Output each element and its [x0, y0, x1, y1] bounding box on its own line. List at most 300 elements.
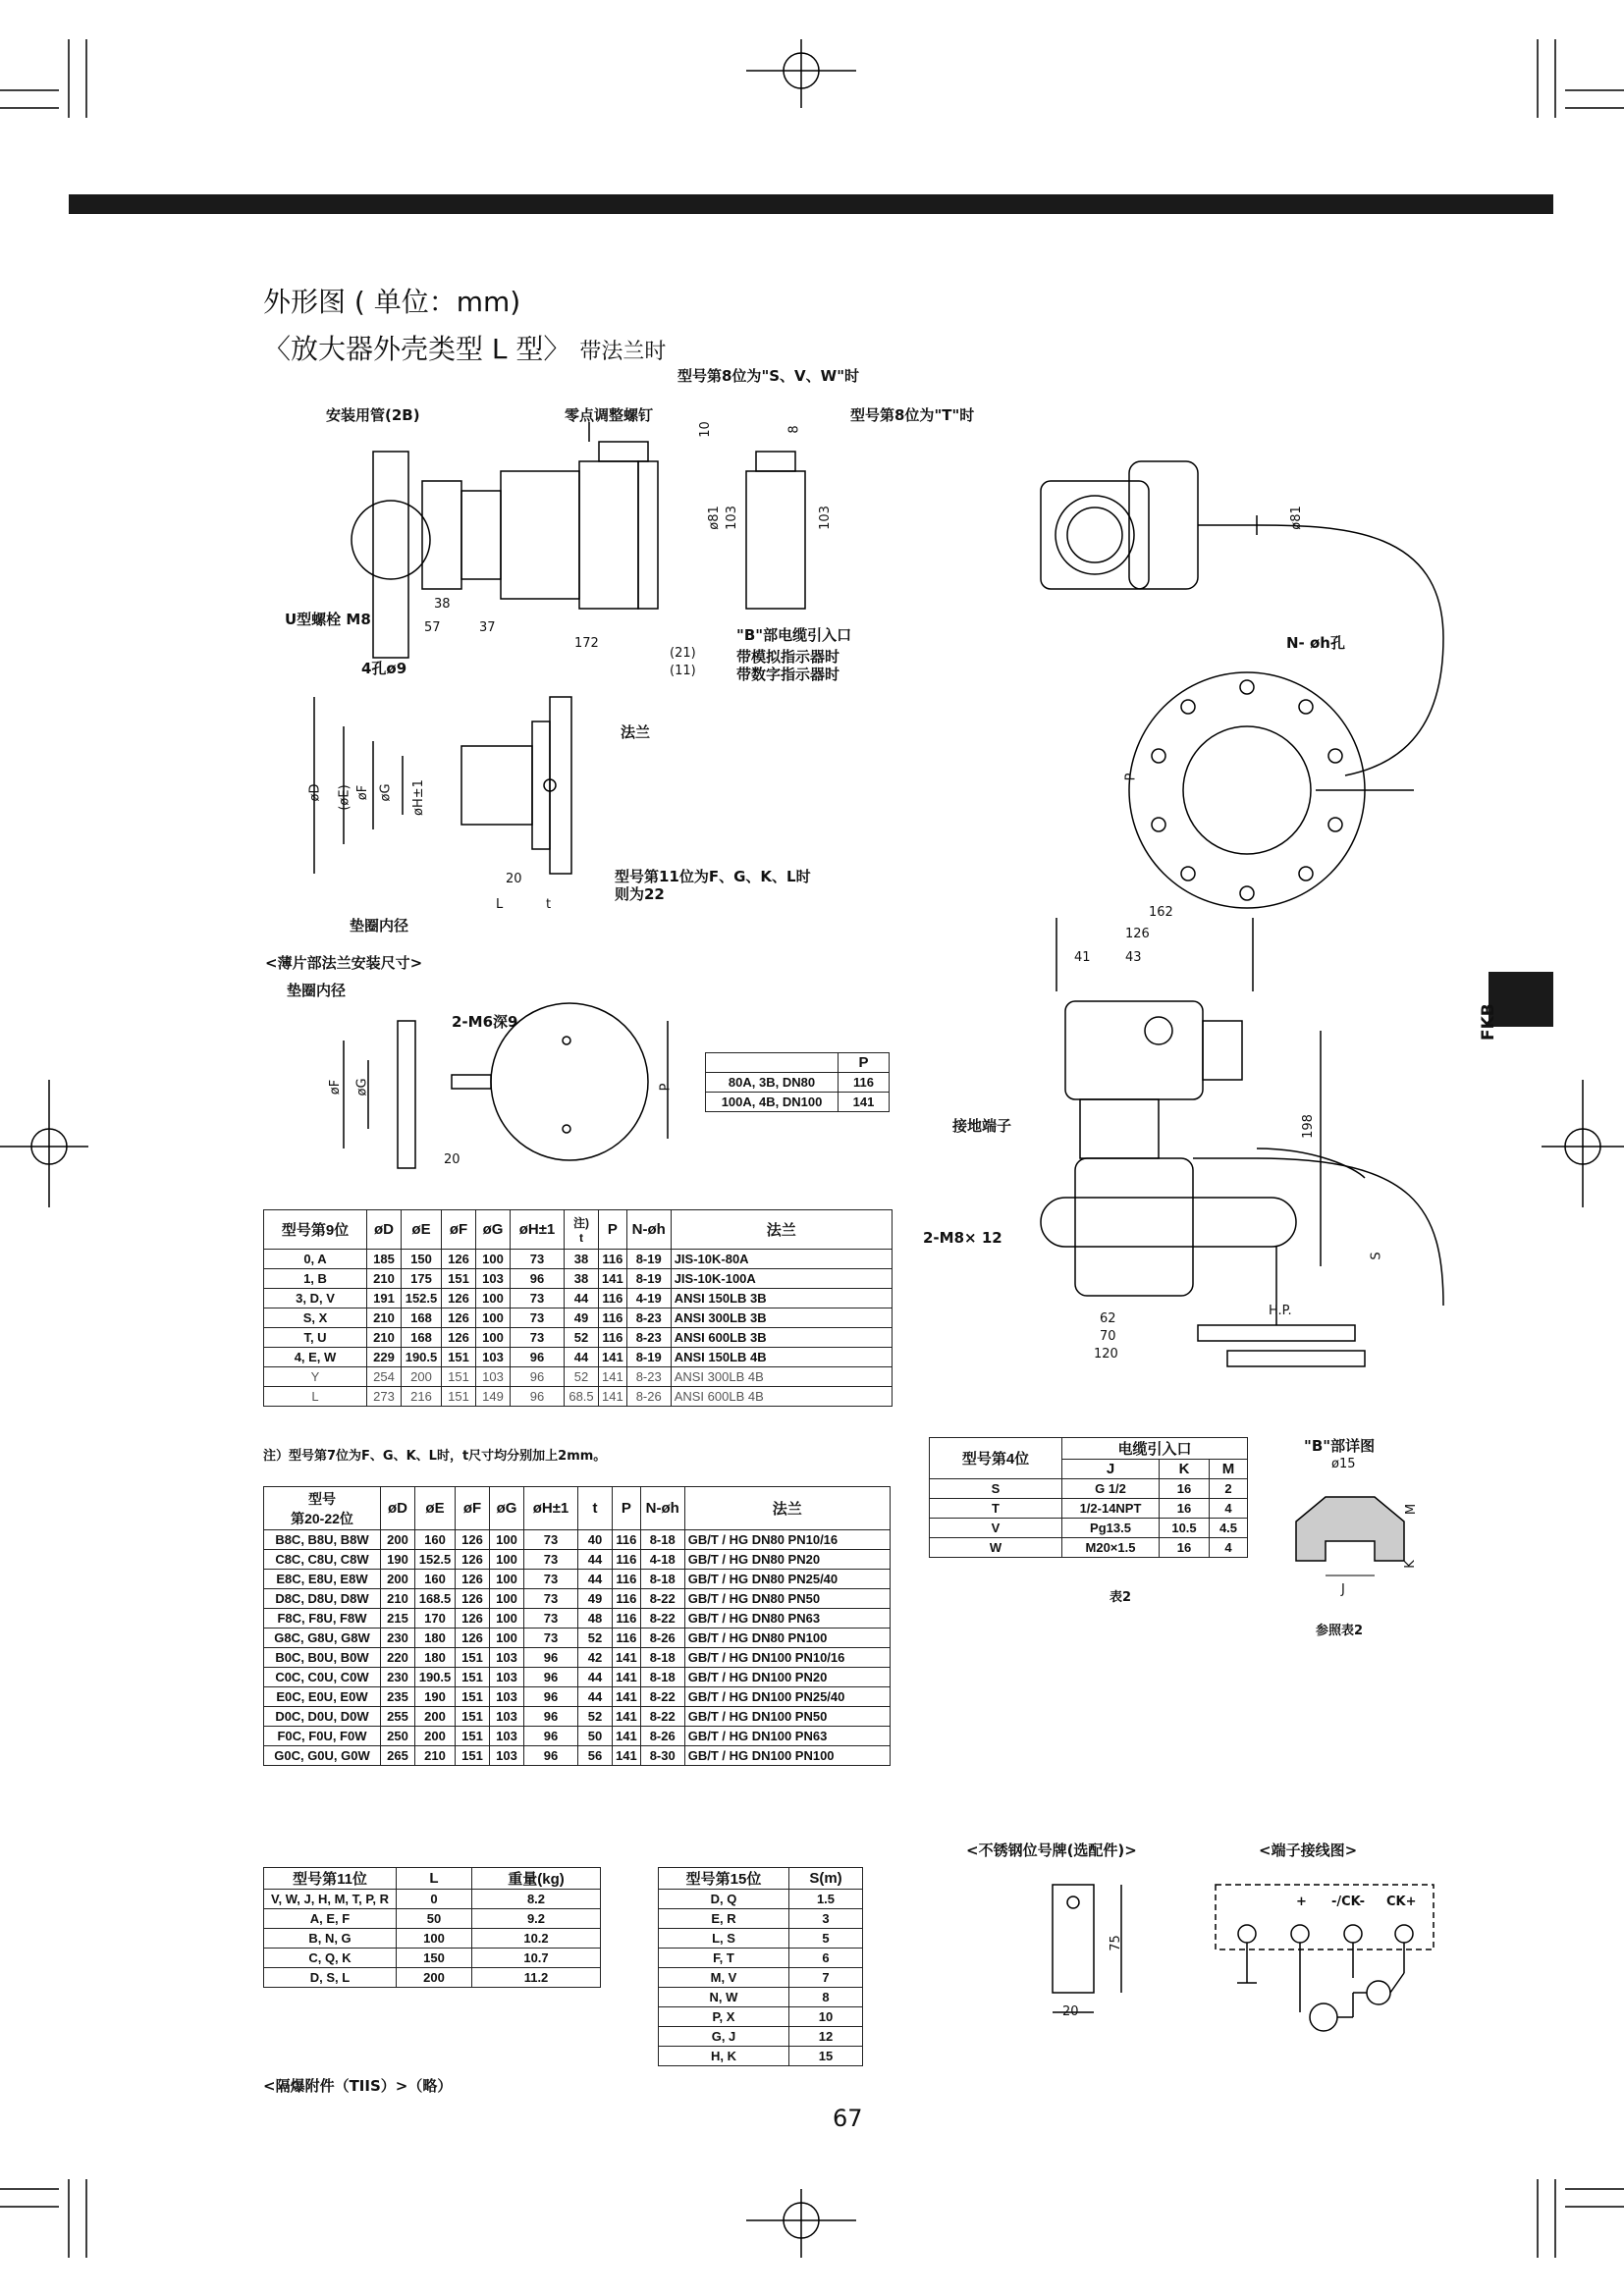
transmitter-drawing — [1021, 913, 1434, 1374]
dim-41: 41 — [1074, 950, 1091, 965]
t2-h: øH±1 — [524, 1487, 578, 1530]
label-gasket2: 垫圈内径 — [287, 982, 347, 999]
table-cell: G 1/2 — [1062, 1479, 1160, 1499]
label-table2: 表2 — [1110, 1590, 1132, 1605]
table-row — [659, 1929, 863, 1949]
table-cell: G8C, G8U, G8W — [264, 1629, 381, 1648]
table-cell: E0C, E0U, E0W — [264, 1687, 381, 1707]
table-cable-entry — [929, 1437, 1248, 1558]
table-cell: S — [930, 1479, 1062, 1499]
dim-21: (21) — [670, 646, 696, 661]
table-row — [264, 1387, 893, 1407]
section-tag-plate: <不锈钢位号牌(选配件)> — [966, 1842, 1137, 1859]
table-row — [659, 1890, 863, 1909]
table-cell: 10.5 — [1160, 1519, 1210, 1538]
table-cell: 100 — [476, 1289, 511, 1308]
table-row — [264, 1530, 891, 1550]
table-cell: Y — [264, 1367, 367, 1387]
table-cell: 8-18 — [640, 1530, 684, 1550]
table-cell: S, X — [264, 1308, 367, 1328]
table-row — [264, 1589, 891, 1609]
table-cell: GB/T / HG DN100 PN63 — [684, 1727, 890, 1746]
table-cell: 210 — [367, 1308, 402, 1328]
table-cell: 103 — [476, 1367, 511, 1387]
table-cell: GB/T / HG DN100 PN50 — [684, 1707, 890, 1727]
dim-103a: 103 — [724, 506, 739, 530]
table-cell: 141 — [599, 1269, 627, 1289]
table-cell: 44 — [578, 1687, 613, 1707]
table-cell: 52 — [565, 1367, 599, 1387]
table-cell: 151 — [442, 1367, 476, 1387]
table-row — [264, 1609, 891, 1629]
table-row — [264, 1269, 893, 1289]
tc-h: J — [1062, 1460, 1160, 1479]
table-cell: 103 — [490, 1687, 524, 1707]
table-cell: JIS-10K-80A — [671, 1250, 892, 1269]
table-cell: 96 — [524, 1687, 578, 1707]
table-cell: 116 — [613, 1589, 641, 1609]
t1-h: 注) t — [565, 1210, 599, 1250]
dim-oE: (øE) — [337, 784, 352, 811]
table-cell: 8-22 — [640, 1707, 684, 1727]
table-cell: 126 — [442, 1328, 476, 1348]
table-cell: 185 — [367, 1250, 402, 1269]
table-cell: 50 — [578, 1727, 613, 1746]
dim-oD: øD — [307, 783, 323, 802]
table-cell: 100 — [490, 1609, 524, 1629]
table-cell: 48 — [578, 1609, 613, 1629]
dim-oF: øF — [355, 784, 371, 801]
p-table-cell: 141 — [839, 1093, 890, 1112]
table-cell: GB/T / HG DN80 PN63 — [684, 1609, 890, 1629]
table-cell: 11.2 — [472, 1968, 601, 1988]
section-thin-flange: <薄片部法兰安装尺寸> — [265, 954, 423, 972]
table-cell: 44 — [578, 1570, 613, 1589]
table-row — [930, 1519, 1248, 1538]
table-cell: 200 — [415, 1727, 456, 1746]
table-cell: 73 — [511, 1308, 565, 1328]
table-cell: 73 — [511, 1250, 565, 1269]
table-row — [264, 1550, 891, 1570]
t1-h: øG — [476, 1210, 511, 1250]
dim-37: 37 — [479, 620, 496, 635]
table-cell: 8-23 — [626, 1328, 671, 1348]
table-cell: 73 — [524, 1589, 578, 1609]
table-cell: 141 — [613, 1727, 641, 1746]
dim-10: 10 — [697, 421, 713, 438]
table-cell: 100 — [490, 1570, 524, 1589]
table-row — [659, 2047, 863, 2066]
table-row — [659, 2007, 863, 2027]
p-table-h1: P — [839, 1053, 890, 1073]
table-cell: 100 — [397, 1929, 472, 1949]
tag-plate-drawing — [1041, 1875, 1139, 2022]
table-cell: T — [930, 1499, 1062, 1519]
t2-h: øD — [381, 1487, 415, 1530]
table-row — [264, 1687, 891, 1707]
table-cell: 229 — [367, 1348, 402, 1367]
table-cell: 116 — [613, 1609, 641, 1629]
note-t: 注）型号第7位为F、G、K、L时，t尺寸均分别加上2mm。 — [263, 1449, 607, 1464]
table-cell: 8-26 — [626, 1387, 671, 1407]
table-cell: 100 — [476, 1328, 511, 1348]
label-n-holes: N- øh孔 — [1286, 634, 1345, 652]
table-cell: 4 — [1210, 1499, 1248, 1519]
table-cell: 96 — [524, 1746, 578, 1766]
label-ubolt: U型螺栓 M8 — [285, 611, 371, 628]
table-cell: 8-19 — [626, 1250, 671, 1269]
table-cell: 254 — [367, 1367, 402, 1387]
dim-t: t — [546, 897, 552, 912]
t1-h: øD — [367, 1210, 402, 1250]
label-m8: 2-M8× 12 — [923, 1229, 1002, 1247]
table-cell: 49 — [578, 1589, 613, 1609]
label-analog: 带模拟指示器时 — [736, 648, 840, 666]
table-cell: 103 — [490, 1648, 524, 1668]
table-cell: 190.5 — [415, 1668, 456, 1687]
thin-flange-drawing — [334, 1011, 697, 1178]
table-cell: 103 — [490, 1746, 524, 1766]
table-row — [264, 1727, 891, 1746]
table-cell: E, R — [659, 1909, 789, 1929]
table-flange-gb — [263, 1486, 891, 1766]
table-cell: L — [264, 1387, 367, 1407]
table-cell: GB/T / HG DN80 PN25/40 — [684, 1570, 890, 1589]
dim-81a: ø81 — [706, 506, 722, 530]
table-cell: 16 — [1160, 1479, 1210, 1499]
table-row — [264, 1909, 601, 1929]
table-cell: 151 — [442, 1269, 476, 1289]
table-cell: 8-19 — [626, 1269, 671, 1289]
table-cell: 126 — [442, 1308, 476, 1328]
table-cell: M20×1.5 — [1062, 1538, 1160, 1558]
table-cell: 210 — [415, 1746, 456, 1766]
wiring-term-ck-plus: CK+ — [1386, 1895, 1417, 1909]
dim-20c: 20 — [1062, 2004, 1079, 2019]
label-flange: 法兰 — [621, 723, 651, 741]
table-cell: 210 — [381, 1589, 415, 1609]
label-b-detail: "B"部详图 — [1304, 1437, 1376, 1455]
dim-162: 162 — [1149, 905, 1173, 920]
label-pipe: 安装用管(2B) — [326, 406, 420, 424]
table-cell: 116 — [599, 1328, 627, 1348]
table-cell: 10.7 — [472, 1949, 601, 1968]
table-cell: 44 — [578, 1668, 613, 1687]
table-row — [264, 1308, 893, 1328]
table-cell: 8-18 — [640, 1668, 684, 1687]
dim-120: 120 — [1094, 1347, 1118, 1362]
table-cell: GB/T / HG DN80 PN20 — [684, 1550, 890, 1570]
label-hp: H.P. — [1269, 1304, 1292, 1318]
table-row — [659, 1968, 863, 1988]
table-cell: JIS-10K-100A — [671, 1269, 892, 1289]
table-cell: ANSI 150LB 4B — [671, 1348, 892, 1367]
table-flange-jis-ansi — [263, 1209, 893, 1407]
table-cell: 151 — [442, 1348, 476, 1367]
table-cell: 230 — [381, 1668, 415, 1687]
table-cell: 116 — [613, 1570, 641, 1589]
table-cell: Pg13.5 — [1062, 1519, 1160, 1538]
table-cell: 8-18 — [640, 1648, 684, 1668]
table-cell: GB/T / HG DN80 PN10/16 — [684, 1530, 890, 1550]
dim-75: 75 — [1108, 1935, 1123, 1951]
table-cell: G0C, G0U, G0W — [264, 1746, 381, 1766]
table-cell: 8-30 — [640, 1746, 684, 1766]
dim-J: J — [1341, 1582, 1345, 1597]
table-cell: 180 — [415, 1648, 456, 1668]
table-cell: F, T — [659, 1949, 789, 1968]
table-cell: V, W, J, H, M, T, P, R — [264, 1890, 397, 1909]
table-cell: 116 — [613, 1530, 641, 1550]
table-cell: 103 — [490, 1707, 524, 1727]
table-cell: GB/T / HG DN80 PN100 — [684, 1629, 890, 1648]
t1-h: P — [599, 1210, 627, 1250]
table-cell: 8-23 — [626, 1308, 671, 1328]
table-row — [264, 1707, 891, 1727]
table-cell: 210 — [367, 1328, 402, 1348]
table-cell: 73 — [524, 1550, 578, 1570]
tc-h: M — [1210, 1460, 1248, 1479]
table-cell: F8C, F8U, F8W — [264, 1609, 381, 1629]
table-cell: 168 — [402, 1328, 442, 1348]
table-cell: 200 — [381, 1570, 415, 1589]
label-svw: 型号第8位为"S、V、W"时 — [677, 367, 860, 385]
table-row — [264, 1929, 601, 1949]
dim-oG: øG — [378, 783, 394, 802]
table-cell: 12 — [789, 2027, 863, 2047]
table-cell: 152.5 — [415, 1550, 456, 1570]
table-cell: 50 — [397, 1909, 472, 1929]
table-cell: 100 — [490, 1530, 524, 1550]
table-cell: 168.5 — [415, 1589, 456, 1609]
table-row — [659, 2027, 863, 2047]
table-cell: 103 — [476, 1348, 511, 1367]
table-cell: M, V — [659, 1968, 789, 1988]
table-row — [264, 1648, 891, 1668]
table-cell: 200 — [415, 1707, 456, 1727]
table-cell: 96 — [511, 1269, 565, 1289]
table-cell: 255 — [381, 1707, 415, 1727]
table-cell: 8-22 — [640, 1687, 684, 1707]
table-row — [264, 1890, 601, 1909]
table-cell: GB/T / HG DN100 PN100 — [684, 1746, 890, 1766]
dim-L: L — [496, 897, 504, 912]
dim-p-right: P — [1123, 773, 1139, 781]
table-cell: 42 — [578, 1648, 613, 1668]
table-cell: 250 — [381, 1727, 415, 1746]
section-explosion: <隔爆附件（TIIS）>（略） — [263, 2077, 453, 2095]
table-cell: 126 — [456, 1629, 490, 1648]
page-title: 外形图 ( 单位：mm) — [263, 286, 521, 318]
dim-S: S — [1369, 1252, 1384, 1260]
table-cell: D0C, D0U, D0W — [264, 1707, 381, 1727]
table-cell: GB/T / HG DN80 PN50 — [684, 1589, 890, 1609]
table-cell: ANSI 300LB 4B — [671, 1367, 892, 1387]
dim-oG2: øG — [354, 1078, 370, 1096]
dim-126: 126 — [1125, 927, 1150, 941]
table-cell: 8 — [789, 1988, 863, 2007]
table-cell: 56 — [578, 1746, 613, 1766]
table-cell: 52 — [565, 1328, 599, 1348]
table-row — [264, 1250, 893, 1269]
table-cell: 1.5 — [789, 1890, 863, 1909]
dim-oH: øH±1 — [410, 779, 426, 816]
table-cell: 10.2 — [472, 1929, 601, 1949]
table-cell: 141 — [599, 1348, 627, 1367]
dim-103b: 103 — [817, 506, 833, 530]
table-cell: D, Q — [659, 1890, 789, 1909]
table-cell: 151 — [456, 1648, 490, 1668]
tw-h: L — [397, 1868, 472, 1890]
table-cell: 116 — [613, 1629, 641, 1648]
table-cell: 230 — [381, 1629, 415, 1648]
table-cell: 8-23 — [626, 1367, 671, 1387]
table-cell: 10 — [789, 2007, 863, 2027]
t2-h: N-øh — [640, 1487, 684, 1530]
t2-h: 型号 第20-22位 — [264, 1487, 381, 1530]
table-cell: L, S — [659, 1929, 789, 1949]
label-zero-screw: 零点调整螺钉 — [565, 406, 654, 424]
table-cell: 8.2 — [472, 1890, 601, 1909]
table-cell: 151 — [456, 1687, 490, 1707]
table-cell: 68.5 — [565, 1387, 599, 1407]
table-row — [659, 1949, 863, 1968]
table-row — [264, 1668, 891, 1687]
t1-h: øF — [442, 1210, 476, 1250]
p-table — [705, 1052, 890, 1112]
table-cell: 3, D, V — [264, 1289, 367, 1308]
table-cell: 8-26 — [640, 1629, 684, 1648]
table-row — [659, 1988, 863, 2007]
table-cell: 96 — [511, 1348, 565, 1367]
table-cell: 5 — [789, 1929, 863, 1949]
table-cell: 100 — [490, 1629, 524, 1648]
table-cell: 0, A — [264, 1250, 367, 1269]
table-cell: 73 — [524, 1609, 578, 1629]
table-cell: 151 — [456, 1727, 490, 1746]
tc-h: 电缆引入口 — [1062, 1438, 1248, 1460]
t1-h: N-øh — [626, 1210, 671, 1250]
table-cell: 149 — [476, 1387, 511, 1407]
table-row — [264, 1949, 601, 1968]
table-cell: 126 — [456, 1609, 490, 1629]
label-fgkl: 型号第11位为F、G、K、L时 — [615, 868, 811, 885]
dim-172: 172 — [574, 636, 599, 651]
section-wiring: <端子接线图> — [1259, 1842, 1358, 1859]
table-cell: 73 — [524, 1570, 578, 1589]
t2-h: P — [613, 1487, 641, 1530]
label-holes: 4孔ø9 — [361, 660, 407, 677]
subtitle-main: 〈放大器外壳类型 L 型〉 — [263, 333, 571, 365]
table-cell: 150 — [402, 1250, 442, 1269]
dim-K: K — [1402, 1560, 1418, 1569]
table-cell: 100 — [476, 1308, 511, 1328]
table-cell: 100 — [476, 1250, 511, 1269]
table-cell: 44 — [578, 1550, 613, 1570]
dim-oF2: øF — [328, 1079, 344, 1095]
table-cell: 44 — [565, 1348, 599, 1367]
table-cell: 151 — [442, 1387, 476, 1407]
table-cell: 96 — [511, 1387, 565, 1407]
table-cell: A, E, F — [264, 1909, 397, 1929]
table-cell: 160 — [415, 1530, 456, 1550]
table-cell: 141 — [613, 1746, 641, 1766]
table-cell: 126 — [456, 1570, 490, 1589]
table-cell: 4-19 — [626, 1289, 671, 1308]
table-cell: 215 — [381, 1609, 415, 1629]
subtitle-small: 带法兰时 — [579, 340, 667, 364]
table-cell: V — [930, 1519, 1062, 1538]
table-row — [930, 1499, 1248, 1519]
label-ground: 接地端子 — [952, 1117, 1012, 1135]
table-cell: C8C, C8U, C8W — [264, 1550, 381, 1570]
dim-62: 62 — [1100, 1311, 1116, 1326]
table-cell: 190.5 — [402, 1348, 442, 1367]
ts-h: 型号第15位 — [659, 1868, 789, 1890]
table-cell: 4 — [1210, 1538, 1248, 1558]
table-cell: 200 — [381, 1530, 415, 1550]
table-cell: 73 — [511, 1328, 565, 1348]
table-cell: T, U — [264, 1328, 367, 1348]
page-number: 67 — [833, 2105, 863, 2132]
label-then22: 则为22 — [615, 885, 665, 903]
table-cell: 4.5 — [1210, 1519, 1248, 1538]
table-cell: B8C, B8U, B8W — [264, 1530, 381, 1550]
t2-h: øF — [456, 1487, 490, 1530]
table-row — [264, 1348, 893, 1367]
table-cell: 180 — [415, 1629, 456, 1648]
label-ref-table2: 参照表2 — [1316, 1624, 1364, 1638]
dim-198: 198 — [1300, 1114, 1316, 1139]
table-cell: 96 — [524, 1727, 578, 1746]
table-cell: P, X — [659, 2007, 789, 2027]
table-cell: 151 — [456, 1746, 490, 1766]
table-row — [930, 1538, 1248, 1558]
dim-81b: ø81 — [1288, 506, 1304, 530]
t1-h: 法兰 — [671, 1210, 892, 1250]
tw-h: 重量(kg) — [472, 1868, 601, 1890]
tc-h: K — [1160, 1460, 1210, 1479]
t2-h: 法兰 — [684, 1487, 890, 1530]
dim-57: 57 — [424, 620, 441, 635]
b-detail-drawing — [1286, 1472, 1414, 1590]
table-cell: B0C, B0U, B0W — [264, 1648, 381, 1668]
table-cell: 126 — [456, 1550, 490, 1570]
table-cell: 170 — [415, 1609, 456, 1629]
table-cell: 2 — [1210, 1479, 1248, 1499]
table-cell: 100 — [490, 1550, 524, 1570]
dim-15: ø15 — [1331, 1457, 1356, 1471]
table-cell: 3 — [789, 1909, 863, 1929]
table-cell: 8-22 — [640, 1589, 684, 1609]
table-cell: E8C, E8U, E8W — [264, 1570, 381, 1589]
table-cell: N, W — [659, 1988, 789, 2007]
table-row — [264, 1328, 893, 1348]
table-cell: 4, E, W — [264, 1348, 367, 1367]
table-cell: 126 — [442, 1250, 476, 1269]
table-cell: 96 — [524, 1668, 578, 1687]
t2-h: øE — [415, 1487, 456, 1530]
table-row — [264, 1968, 601, 1988]
table-cell: 49 — [565, 1308, 599, 1328]
table-weight — [263, 1867, 601, 1988]
table-cell: 6 — [789, 1949, 863, 1968]
table-cell: C0C, C0U, C0W — [264, 1668, 381, 1687]
dim-20a: 20 — [506, 872, 522, 886]
table-cell: 220 — [381, 1648, 415, 1668]
table-cell: W — [930, 1538, 1062, 1558]
table-cell: 151 — [456, 1668, 490, 1687]
